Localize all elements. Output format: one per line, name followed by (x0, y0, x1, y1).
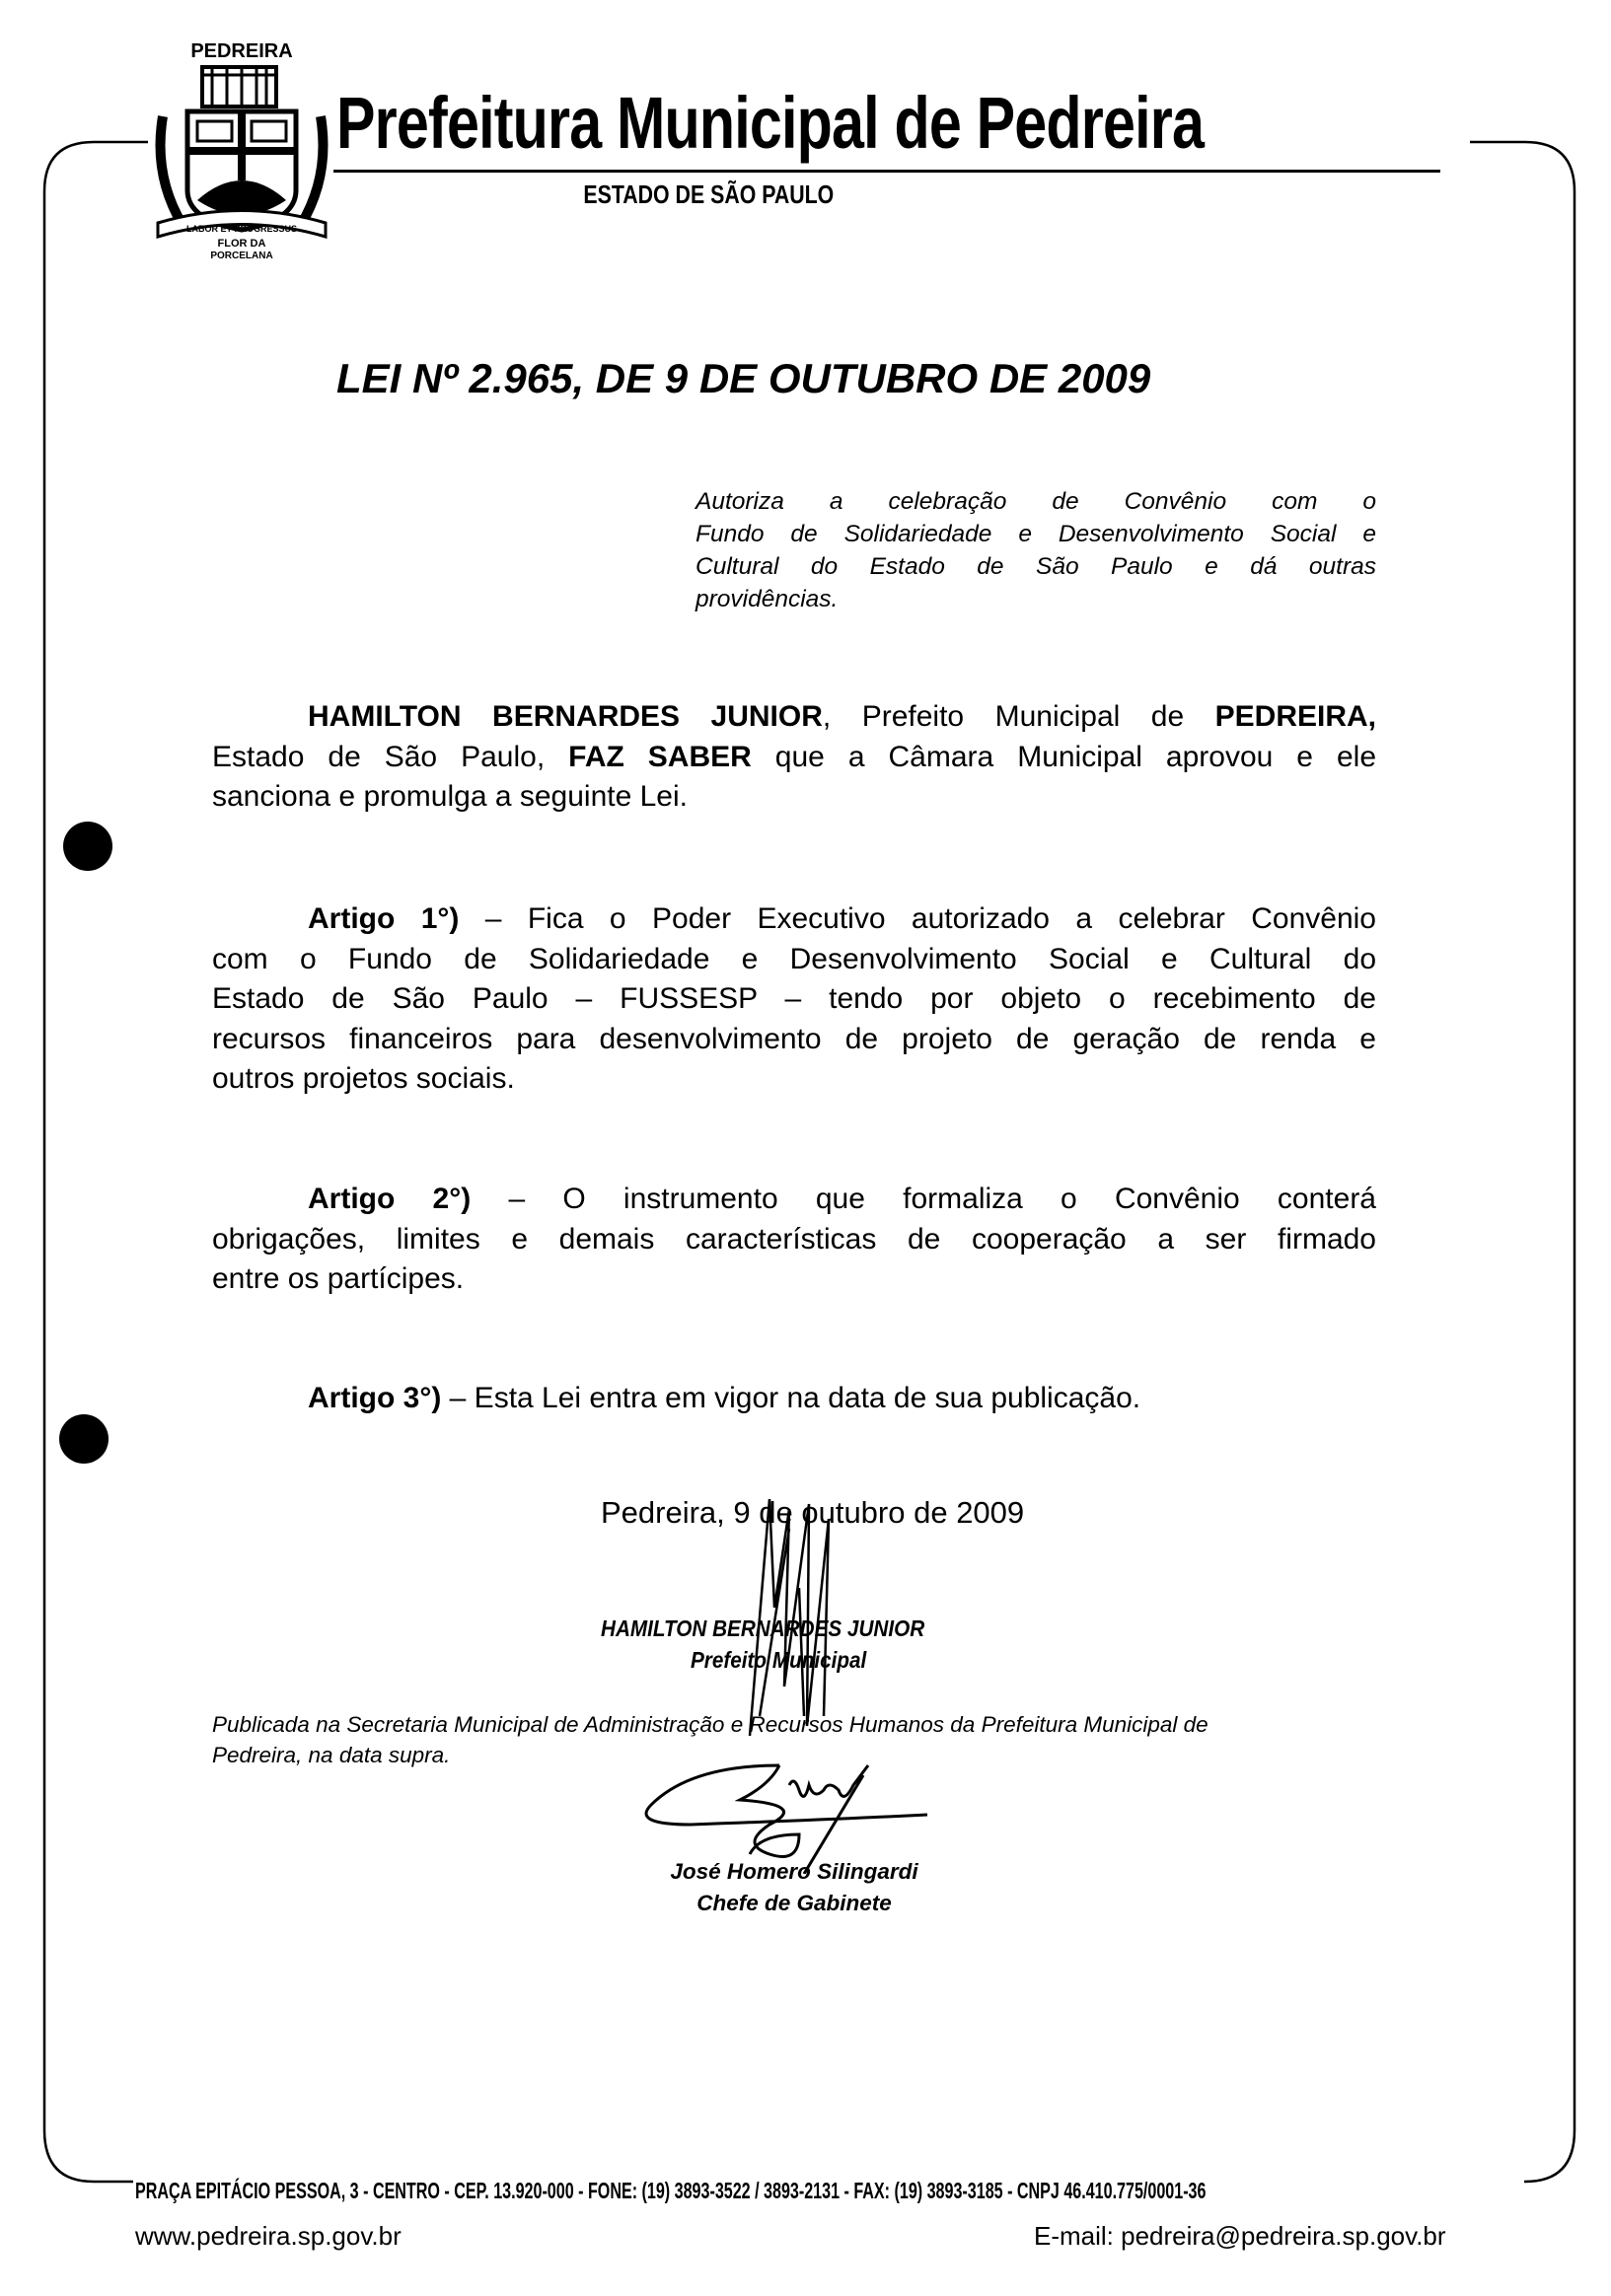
text: – O instrumento que formaliza o Convênio conterá (471, 1183, 1376, 1215)
city-seal-logo (148, 28, 335, 259)
text: que a Câmara Municipal aprovou e ele (751, 740, 1377, 773)
title-underline (333, 170, 1440, 173)
text: recursos financeiros para desenvolvimento de projeto de geração de renda e (212, 1022, 1376, 1055)
law-summary (696, 485, 1376, 615)
signatory-name: HAMILTON BERNARDES JUNIOR (601, 1615, 925, 1641)
city-name: PEDREIRA, (1214, 700, 1377, 733)
summary-line: Cultural do Estado de São Paulo e dá outras (696, 553, 1376, 580)
chief-name: José Homero Silingardi (670, 1859, 918, 1884)
article-label: Artigo 1°) (308, 902, 460, 935)
footer-website[interactable]: www.pedreira.sp.gov.br (135, 2221, 402, 2251)
text: Pedreira, na data supra. (212, 1743, 451, 1767)
summary-line: Autoriza a celebração de Convênio com o (696, 488, 1376, 515)
law-title: LEI Nº 2.965, DE 9 DE OUTUBRO DE 2009 (336, 355, 1151, 401)
footer-address: PRAÇA EPITÁCIO PESSOA, 3 - CENTRO - CEP. 13.920-000 - FONE: (19) 3893-3522 / 3893-2131 - FAX: (19) 3893-3185 - CNPJ 46.410.775/0001-36 (135, 2178, 1207, 2203)
text: com o Fundo de Solidariedade e Desenvolvimento Social e Cultural do (212, 942, 1376, 975)
text: obrigações, limites e demais características de cooperação a ser firmado (212, 1222, 1376, 1256)
footer-email[interactable]: E-mail: pedreira@pedreira.sp.gov.br (1034, 2221, 1446, 2251)
svg-text:LABOR ET PROGRESSUS: LABOR ET PROGRESSUS (185, 224, 298, 234)
article-3 (212, 1379, 1376, 1419)
article-1 (212, 899, 1376, 1100)
text: outros projetos sociais. (212, 1062, 515, 1095)
mayor-name: HAMILTON BERNARDES JUNIOR (308, 700, 823, 733)
text: , Prefeito Municipal de (822, 700, 1215, 733)
svg-text:FLOR DA: FLOR DA (217, 238, 266, 250)
article-label: Artigo 3°) (308, 1382, 442, 1414)
svg-text:PORCELANA: PORCELANA (210, 251, 273, 259)
chief-block (631, 1856, 957, 1919)
text: Estado de São Paulo – FUSSESP – tendo por objeto o recebimento de (212, 982, 1376, 1015)
place-date: Pedreira, 9 de outubro de 2009 (601, 1495, 1025, 1530)
svg-text:PEDREIRA: PEDREIRA (190, 40, 293, 62)
punch-hole (63, 822, 112, 871)
punch-hole (59, 1414, 109, 1464)
letterhead-subtitle: ESTADO DE SÃO PAULO (583, 179, 835, 209)
chief-role: Chefe de Gabinete (696, 1891, 892, 1915)
chief-signature (631, 1746, 1026, 1874)
mayor-signature (730, 1489, 898, 1746)
article-2 (212, 1180, 1376, 1300)
text: Publicada na Secretaria Municipal de Administração e Recursos Humanos da Prefeitura Municipal de (212, 1712, 1208, 1737)
text: sanciona e promulga a seguinte Lei. (212, 780, 688, 813)
text: Estado de São Paulo, (212, 740, 569, 773)
preamble-paragraph (212, 697, 1376, 818)
text: – Fica o Poder Executivo autorizado a celebrar Convênio (459, 902, 1376, 935)
summary-line: providências. (696, 586, 839, 612)
faz-saber: FAZ SABER (568, 740, 752, 773)
summary-line: Fundo de Solidariedade e Desenvolvimento Social e (696, 521, 1376, 547)
text: – Esta Lei entra em vigor na data de sua publicação. (441, 1382, 1141, 1414)
letterhead-title: Prefeitura Municipal de Pedreira (336, 82, 1205, 164)
signatory-role: Prefeito Municipal (691, 1647, 867, 1673)
article-label: Artigo 2°) (308, 1183, 472, 1215)
text: entre os partícipes. (212, 1262, 465, 1295)
